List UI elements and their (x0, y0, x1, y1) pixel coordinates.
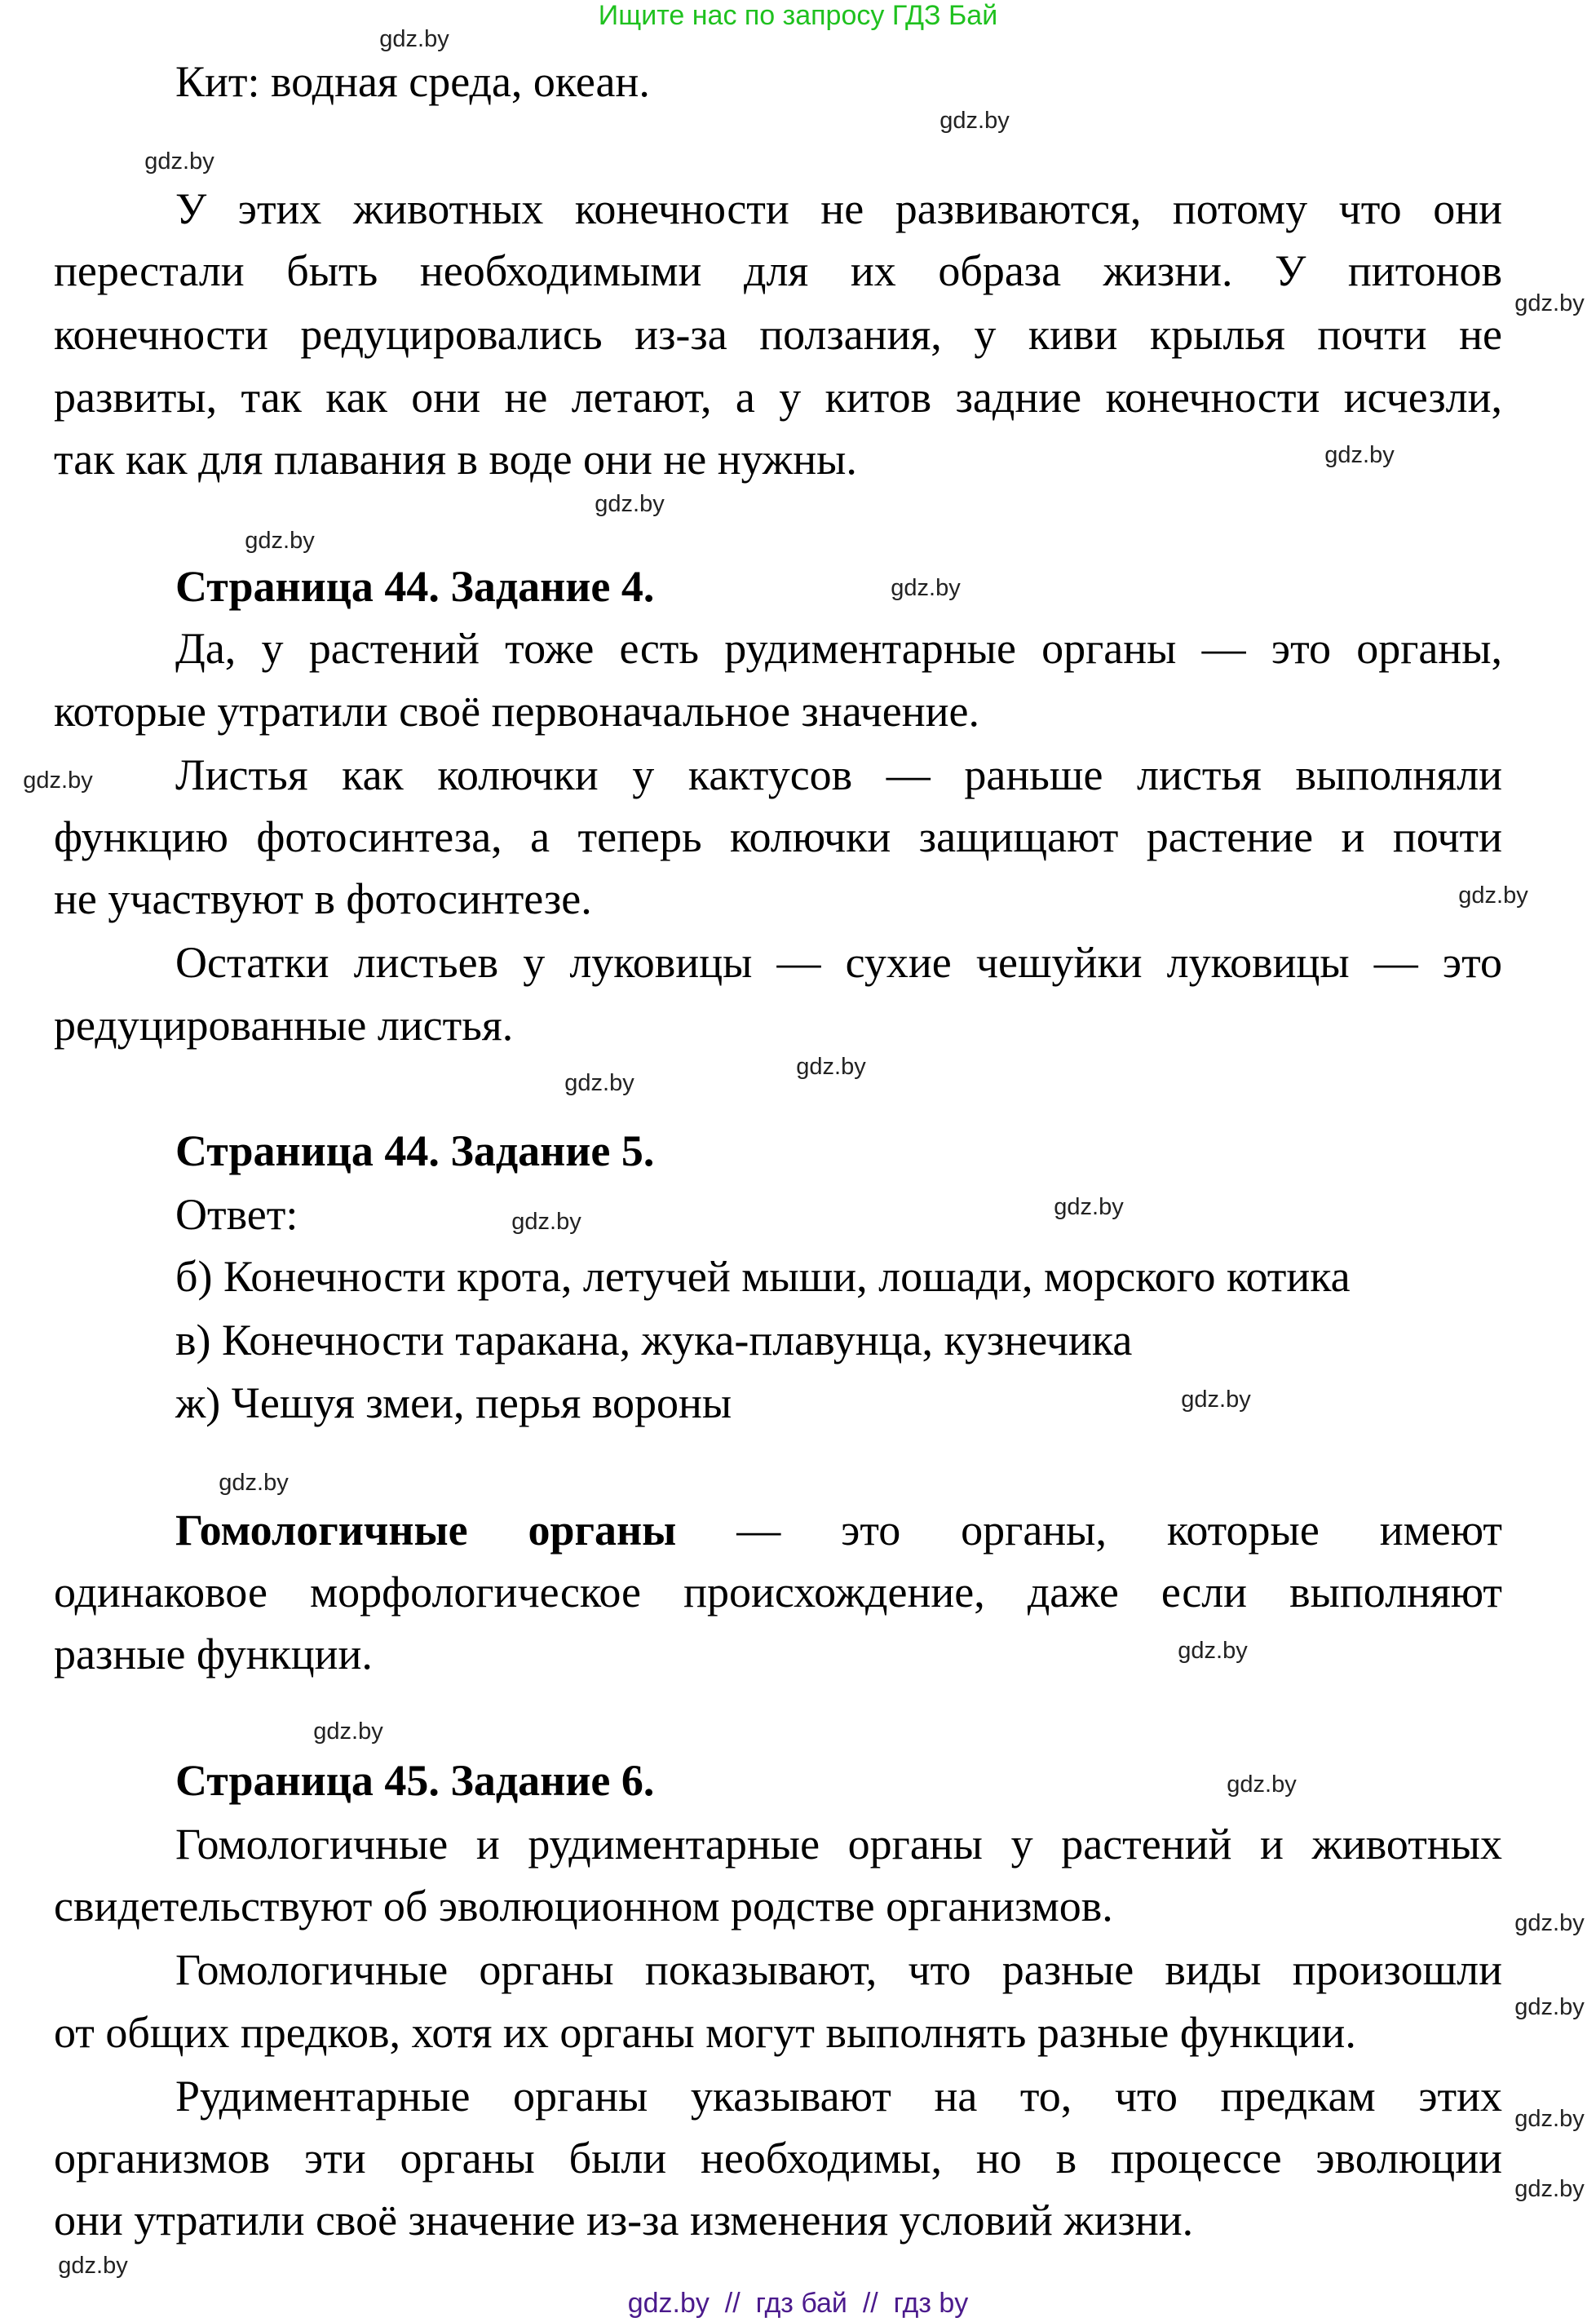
text-line (175, 1506, 1502, 1554)
text-line: свидетельствуют об эволюционном родстве организмов. (54, 1882, 1113, 1931)
watermark: gdz.by (23, 767, 93, 794)
text-line: Гомологичные органы показывают, что разные виды произошли (175, 1945, 1502, 1994)
watermark: gdz.by (1514, 290, 1585, 316)
watermark: gdz.by (564, 1070, 634, 1096)
section-heading: Страница 44. Задание 5. (175, 1126, 655, 1175)
watermark: gdz.by (1178, 1638, 1248, 1664)
watermark: gdz.by (796, 1054, 866, 1080)
watermark: gdz.by (144, 148, 214, 175)
watermark: gdz.by (313, 1718, 383, 1745)
text-line: они утратили своё значение из-за изменения условий жизни. (54, 2196, 1194, 2245)
text-line: Ответ: (175, 1190, 298, 1239)
text-line: от общих предков, хотя их органы могут выполнять разные функции. (54, 2008, 1356, 2057)
watermark: gdz.by (245, 528, 315, 554)
text-line: Кит: водная среда, океан. (175, 57, 650, 106)
text-line: Листья как колючки у кактусов — раньше листья выполняли (175, 750, 1502, 799)
watermark: gdz.by (1054, 1194, 1124, 1220)
watermark: gdz.by (891, 575, 961, 601)
text-line: б) Конечности крота, летучей мыши, лошади, морского котика (175, 1252, 1351, 1301)
watermark: gdz.by (1324, 442, 1395, 468)
text-line: не участвуют в фотосинтезе. (54, 874, 592, 923)
watermark: gdz.by (1181, 1387, 1251, 1413)
text-line: перестали быть необходимыми для их образа жизни. У питонов (54, 246, 1502, 295)
text-line: функцию фотосинтеза, а теперь колючки защищают растение и почти (54, 812, 1502, 861)
search-banner: Ищите нас по запросу ГДЗ Бай (598, 0, 998, 31)
watermark: gdz.by (219, 1470, 289, 1496)
text-line: ж) Чешуя змеи, перья вороны (175, 1378, 732, 1427)
watermark: gdz.by (1514, 2106, 1585, 2132)
text-line: одинаковое морфологическое происхождение, даже если выполняют (54, 1568, 1502, 1617)
watermark: gdz.by (58, 2253, 128, 2279)
text-line: организмов эти органы были необходимы, но в процессе эволюции (54, 2134, 1502, 2183)
text-line: Рудиментарные органы указывают на то, что предкам этих (175, 2072, 1502, 2121)
watermark: gdz.by (1514, 1994, 1585, 2020)
watermark: gdz.by (379, 26, 449, 52)
text-line: Да, у растений тоже есть рудиментарные органы — это органы, (175, 624, 1502, 673)
text-line: редуцированные листья. (54, 1001, 514, 1050)
watermark: gdz.by (1514, 1910, 1585, 1936)
text-line: конечности редуцировались из-за ползания, у киви крылья почти не (54, 310, 1502, 359)
text-line: в) Конечности таракана, жука-плавунца, кузнечика (175, 1316, 1133, 1364)
text-line: Остатки листьев у луковицы — сухие чешуйки луковицы — это (175, 938, 1502, 987)
footer-banner: gdz.by // гдз бай // гдз by (627, 2288, 969, 2319)
text-line: разные функции. (54, 1630, 373, 1678)
text-line: У этих животных конечности не развиваются, потому что они (175, 184, 1502, 233)
watermark: gdz.by (939, 108, 1010, 134)
text-line: развиты, так как они не летают, а у китов задние конечности исчезли, (54, 373, 1502, 422)
section-heading: Страница 44. Задание 4. (175, 562, 655, 611)
section-heading: Страница 45. Задание 6. (175, 1756, 655, 1805)
term-bold: Гомологичные органы (175, 1506, 677, 1555)
watermark: gdz.by (1514, 2176, 1585, 2202)
text-line: так как для плавания в воде они не нужны. (54, 435, 857, 484)
watermark: gdz.by (511, 1209, 581, 1235)
watermark: gdz.by (1227, 1771, 1297, 1798)
text-line: Гомологичные и рудиментарные органы у растений и животных (175, 1820, 1502, 1869)
text-line: которые утратили своё первоначальное значение. (54, 687, 979, 736)
watermark: gdz.by (1458, 882, 1528, 909)
term-definition: — это органы, которые имеют (676, 1506, 1502, 1555)
watermark: gdz.by (595, 491, 665, 517)
